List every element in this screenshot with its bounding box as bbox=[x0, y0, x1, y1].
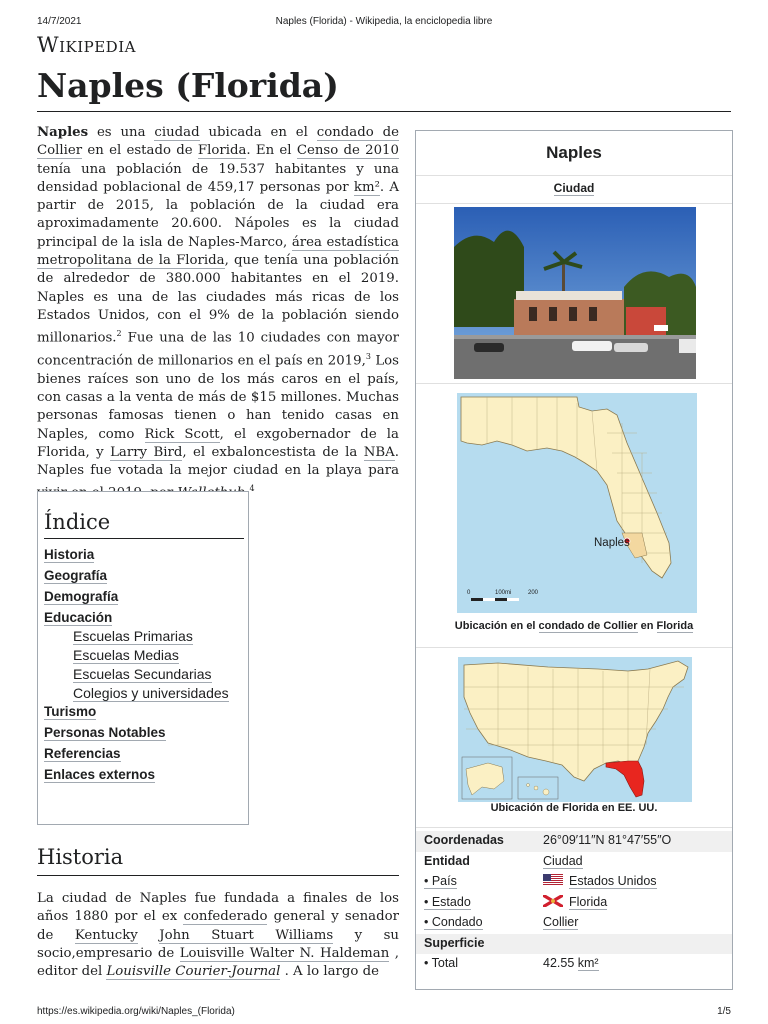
link-rick-scott[interactable]: Rick Scott bbox=[144, 426, 220, 442]
infobox-separator bbox=[416, 647, 732, 648]
toc-item-enlaces-externos[interactable]: Enlaces externos bbox=[44, 767, 156, 782]
scale-label-100: 100mi bbox=[495, 590, 512, 596]
condado-label bbox=[424, 915, 483, 929]
history-text: La ciudad de Naples fue fundada a finales de los años 1880 por el ex bbox=[37, 891, 399, 925]
infobox-separator bbox=[416, 827, 732, 828]
infobox-subtitle bbox=[416, 176, 732, 204]
link-condado-collier-caption[interactable]: condado de Collier bbox=[538, 620, 638, 632]
estado-label bbox=[424, 895, 471, 909]
history-text: general y senador de bbox=[37, 909, 399, 943]
toc-list bbox=[44, 547, 243, 782]
toc-item-escuelas-secundarias[interactable]: Escuelas Secundarias bbox=[73, 666, 212, 682]
lead-text: tenía una población de 19.537 habitantes y una densidad poblacional de 459,17 personas por bbox=[37, 161, 399, 195]
pais-label bbox=[424, 874, 457, 888]
lead-text: , el exgobernador de la Florida, y bbox=[37, 426, 399, 460]
link-larry-bird[interactable]: Larry Bird bbox=[110, 444, 183, 460]
total-value bbox=[543, 956, 599, 970]
link-courier-journal[interactable]: Louisville Courier-Journal bbox=[106, 964, 281, 980]
us-flag-icon bbox=[543, 874, 563, 886]
link-condado-collier[interactable]: condado de Collier bbox=[37, 125, 399, 159]
scale-label-200: 200 bbox=[528, 590, 539, 596]
infobox-row-total bbox=[416, 954, 732, 975]
wikipedia-logo[interactable]: Wikipedia bbox=[37, 33, 136, 57]
total-label: • Total bbox=[424, 956, 459, 970]
history-text bbox=[138, 928, 159, 943]
naples-map-label: Naples bbox=[594, 537, 630, 549]
usa-map-caption: Ubicación de Florida en EE. UU. bbox=[490, 802, 658, 814]
lead-text: ubicada en el bbox=[199, 125, 317, 140]
toc-item-referencias[interactable]: Referencias bbox=[44, 746, 121, 761]
lead-text: . A partir de 2015, la población de la ciudad era aproximadamente 20.600. Nápoles es la ciudad principal de la isla de Naples-Marco, bbox=[37, 179, 400, 250]
toc-item-colegios-universidades[interactable]: Colegios y universidades bbox=[73, 685, 229, 701]
infobox-title: Naples bbox=[416, 131, 732, 176]
lead-text: en el estado de bbox=[82, 143, 198, 159]
estado-label-link[interactable]: • Estado bbox=[424, 894, 471, 909]
infobox-row-pais bbox=[416, 872, 732, 893]
infobox bbox=[415, 130, 733, 990]
toc-item-historia[interactable]: Historia bbox=[44, 547, 95, 562]
infobox-data-rows bbox=[416, 831, 732, 975]
usa-locator-map[interactable] bbox=[458, 657, 692, 802]
coordenadas-label: Coordenadas bbox=[424, 833, 504, 847]
entidad-label: Entidad bbox=[424, 853, 470, 868]
pais-value-link[interactable]: Estados Unidos bbox=[569, 874, 657, 888]
print-date: 14/7/2021 bbox=[37, 16, 82, 27]
infobox-row-entidad bbox=[416, 852, 732, 873]
total-unit-link[interactable]: km² bbox=[577, 956, 599, 970]
lead-text: , el exbaloncestista de la bbox=[182, 444, 364, 460]
florida-map-caption bbox=[416, 620, 732, 632]
condado-label-link[interactable]: • Condado bbox=[424, 915, 483, 929]
page-title: Naples (Florida) bbox=[37, 66, 731, 112]
link-ciudad[interactable]: ciudad bbox=[154, 125, 200, 140]
lead-text: es una bbox=[88, 125, 155, 140]
pais-value bbox=[543, 874, 657, 888]
history-text: , editor del bbox=[37, 945, 399, 980]
condado-value[interactable]: Collier bbox=[543, 915, 579, 929]
print-title: Naples (Florida) - Wikipedia, la enciclopedia libre bbox=[275, 16, 493, 27]
lead-text: . Naples fue votada la mejor ciudad en la playa para bbox=[37, 444, 399, 479]
scale-label-0: 0 bbox=[467, 590, 471, 596]
florida-locator-map[interactable] bbox=[457, 393, 697, 613]
florida-map-image bbox=[457, 393, 697, 613]
entidad-value[interactable]: Ciudad bbox=[543, 853, 583, 868]
ref-2[interactable]: 2 bbox=[116, 329, 122, 339]
florida-flag-icon bbox=[543, 895, 563, 907]
toc-item-personas-notables[interactable]: Personas Notables bbox=[44, 725, 166, 740]
lead-text: , que tenía una población de alrededor de 380.000 habitantes en el 2019. Naples es una de las ciudades más ricas de los Estados Unidos, con el 9% de la población siendo millonarios. bbox=[37, 253, 399, 346]
print-page-number: 1/5 bbox=[717, 1006, 731, 1017]
total-value-number: 42.55 bbox=[543, 956, 578, 970]
ref-4[interactable]: 4 bbox=[249, 484, 255, 494]
naples-photo-image bbox=[454, 207, 696, 379]
link-confederado[interactable]: confederado bbox=[183, 909, 268, 925]
section-heading-historia: Historia bbox=[37, 845, 399, 876]
history-paragraph bbox=[37, 890, 399, 981]
toc-item-demografia[interactable]: Demografía bbox=[44, 589, 119, 604]
toc-item-geografia[interactable]: Geografía bbox=[44, 568, 108, 583]
lead-bold-name: Naples bbox=[37, 125, 89, 140]
caption-text: Ubicación en el bbox=[454, 620, 539, 632]
scale-bar bbox=[471, 598, 519, 601]
lead-text: . En el bbox=[246, 143, 297, 159]
history-text: . A lo largo de bbox=[280, 964, 380, 980]
table-of-contents bbox=[37, 491, 249, 825]
link-florida[interactable]: Florida bbox=[197, 143, 247, 159]
link-florida-caption[interactable]: Florida bbox=[656, 620, 694, 632]
pais-label-link[interactable]: • País bbox=[424, 874, 457, 888]
infobox-subtitle-link[interactable]: Ciudad bbox=[553, 181, 595, 195]
toc-item-educacion[interactable]: Educación bbox=[44, 610, 113, 625]
link-nba[interactable]: NBA bbox=[363, 444, 395, 460]
caption-text: en bbox=[637, 620, 657, 632]
history-text: y su socio,empresario de bbox=[37, 927, 399, 961]
link-area-metropolitana[interactable]: área estadística metropolitana de la Florida bbox=[37, 234, 399, 269]
toc-item-turismo[interactable]: Turismo bbox=[44, 704, 97, 719]
superficie-label: Superficie bbox=[424, 935, 485, 950]
estado-value-link[interactable]: Florida bbox=[569, 894, 608, 909]
link-haldeman[interactable]: Louisville Walter N. Haldeman bbox=[179, 945, 390, 961]
toc-item-escuelas-primarias[interactable]: Escuelas Primarias bbox=[73, 628, 193, 644]
lead-text: Fue una de las 10 ciudades con mayor concentración de millonarios en el país en 2019, bbox=[37, 330, 399, 369]
infobox-row-condado bbox=[416, 913, 732, 934]
link-kentucky[interactable]: Kentucky bbox=[74, 927, 138, 943]
link-john-stuart-williams[interactable]: John Stuart Williams bbox=[159, 927, 334, 943]
print-url: https://es.wikipedia.org/wiki/Naples_(Florida) bbox=[37, 1006, 235, 1017]
infobox-row-estado bbox=[416, 893, 732, 914]
link-censo-2010[interactable]: Censo de 2010 bbox=[296, 143, 399, 159]
ref-3[interactable]: 3 bbox=[365, 351, 371, 361]
naples-photo[interactable] bbox=[454, 207, 696, 379]
lead-text: Los bienes raíces son uno de los más caros en el país, con casas a la venta de más de $15 millones. Muchas personas famosas tienen o han tenido casas en Naples, como bbox=[37, 353, 399, 442]
link-km2[interactable]: km² bbox=[353, 179, 380, 195]
toc-title: Índice bbox=[44, 510, 244, 539]
toc-item-escuelas-medias[interactable]: Escuelas Medias bbox=[73, 647, 179, 663]
estado-value bbox=[543, 895, 607, 909]
coordenadas-value[interactable]: 26°09′11″N 81°47′55″O bbox=[543, 833, 672, 847]
infobox-row-superficie bbox=[416, 934, 732, 955]
usa-map-image bbox=[458, 657, 692, 802]
lead-paragraph bbox=[37, 124, 399, 503]
infobox-separator bbox=[416, 383, 732, 384]
infobox-row-coordenadas bbox=[416, 831, 732, 852]
